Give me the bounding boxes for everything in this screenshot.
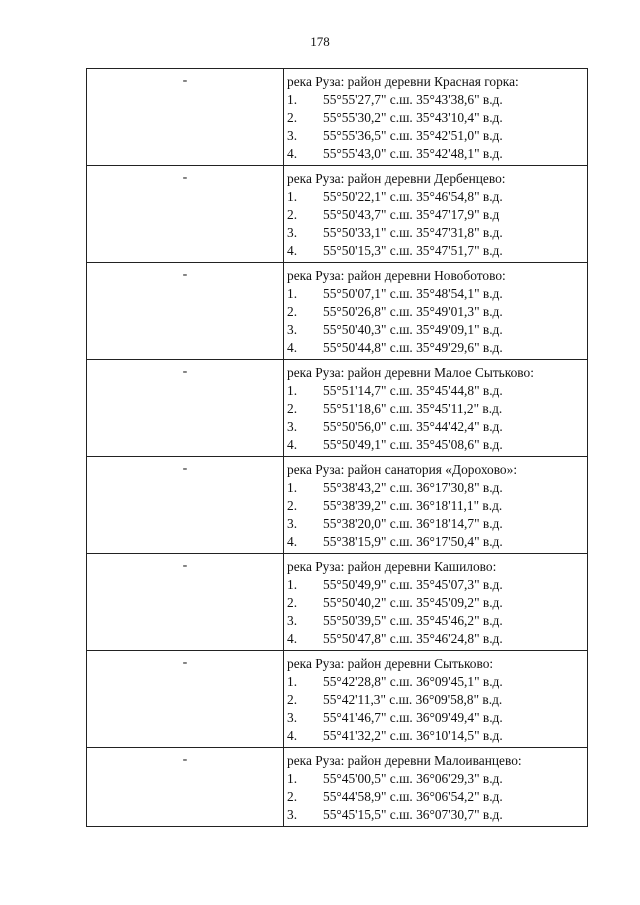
- point-coordinates: 55°42'11,3" с.ш. 36°09'58,8" в.д.: [323, 692, 503, 707]
- coordinate-line: [287, 533, 587, 551]
- coordinate-line: [287, 436, 587, 454]
- coordinates-table: [86, 68, 588, 827]
- table-body: [87, 69, 588, 827]
- location-entry: [287, 166, 587, 262]
- coordinate-line: [287, 806, 587, 824]
- point-coordinates: 55°38'39,2" с.ш. 36°18'11,1" в.д.: [323, 498, 503, 513]
- point-number: 4.: [287, 534, 298, 549]
- location-entry: [287, 263, 587, 359]
- point-number: 1.: [287, 92, 298, 107]
- point-number: 2.: [287, 207, 298, 222]
- point-coordinates: 55°41'46,7" с.ш. 36°09'49,4" в.д.: [323, 710, 503, 725]
- right-cell: [284, 457, 588, 554]
- point-number: 2.: [287, 595, 298, 610]
- coordinate-line: [287, 515, 587, 533]
- point-coordinates: 55°55'43,0" с.ш. 35°42'48,1" в.д.: [323, 146, 503, 161]
- coordinate-line: [287, 418, 587, 436]
- point-number: 1.: [287, 480, 298, 495]
- point-coordinates: 55°50'44,8" с.ш. 35°49'29,6" в.д.: [323, 340, 503, 355]
- right-cell: [284, 263, 588, 360]
- point-coordinates: 55°42'28,8" с.ш. 36°09'45,1" в.д.: [323, 674, 503, 689]
- page-number: 178: [310, 34, 330, 49]
- point-number: 1.: [287, 383, 298, 398]
- location-title: река Руза: район деревни Сытьково:: [287, 656, 494, 671]
- location-title: река Руза: район санатория «Дорохово»:: [287, 462, 518, 477]
- coordinate-line: [287, 224, 587, 242]
- dash-marker: -: [182, 267, 188, 282]
- location-entry: [287, 748, 587, 826]
- table-row: [87, 457, 588, 554]
- dash-marker: -: [182, 170, 188, 185]
- coordinate-line: [287, 770, 587, 788]
- point-number: 1.: [287, 189, 298, 204]
- point-coordinates: 55°50'26,8" с.ш. 35°49'01,3" в.д.: [323, 304, 503, 319]
- location-title: река Руза: район деревни Новоботово:: [287, 268, 506, 283]
- point-number: 4.: [287, 437, 298, 452]
- location-entry: [287, 360, 587, 456]
- coordinate-line: [287, 321, 587, 339]
- point-number: 3.: [287, 419, 298, 434]
- table-row: [87, 166, 588, 263]
- table-row: [87, 554, 588, 651]
- point-coordinates: 55°50'56,0" с.ш. 35°44'42,4" в.д.: [323, 419, 503, 434]
- left-cell: [87, 166, 284, 263]
- location-entry: [287, 69, 587, 165]
- point-number: 3.: [287, 322, 298, 337]
- location-entry: [287, 457, 587, 553]
- table-row: [87, 360, 588, 457]
- point-coordinates: 55°44'58,9" с.ш. 36°06'54,2" в.д.: [323, 789, 503, 804]
- point-coordinates: 55°50'49,1" с.ш. 35°45'08,6" в.д.: [323, 437, 503, 452]
- point-coordinates: 55°50'22,1" с.ш. 35°46'54,8" в.д.: [323, 189, 503, 204]
- coordinate-line: [287, 400, 587, 418]
- dash-marker: -: [182, 73, 188, 88]
- coordinate-line: [287, 612, 587, 630]
- table-row: [87, 263, 588, 360]
- coordinate-line: [287, 91, 587, 109]
- point-coordinates: 55°38'43,2" с.ш. 36°17'30,8" в.д.: [323, 480, 503, 495]
- point-number: 4.: [287, 146, 298, 161]
- point-number: 2.: [287, 789, 298, 804]
- coordinate-line: [287, 788, 587, 806]
- location-title: река Руза: район деревни Дербенцево:: [287, 171, 506, 186]
- coordinate-line: [287, 303, 587, 321]
- point-coordinates: 55°50'49,9" с.ш. 35°45'07,3" в.д.: [323, 577, 503, 592]
- point-coordinates: 55°45'00,5" с.ш. 36°06'29,3" в.д.: [323, 771, 503, 786]
- coordinate-line: [287, 576, 587, 594]
- dash-marker: -: [182, 364, 188, 379]
- point-coordinates: 55°50'40,3" с.ш. 35°49'09,1" в.д.: [323, 322, 503, 337]
- point-number: 2.: [287, 304, 298, 319]
- coordinate-line: [287, 285, 587, 303]
- left-cell: [87, 457, 284, 554]
- dash-marker: -: [182, 752, 188, 767]
- point-coordinates: 55°51'18,6" с.ш. 35°45'11,2" в.д.: [323, 401, 503, 416]
- point-number: 2.: [287, 401, 298, 416]
- left-cell: [87, 748, 284, 827]
- point-coordinates: 55°55'27,7" с.ш. 35°43'38,6" в.д.: [323, 92, 503, 107]
- right-cell: [284, 360, 588, 457]
- point-coordinates: 55°55'30,2" с.ш. 35°43'10,4" в.д.: [323, 110, 503, 125]
- point-coordinates: 55°51'14,7" с.ш. 35°45'44,8" в.д.: [323, 383, 503, 398]
- coordinate-line: [287, 188, 587, 206]
- point-number: 4.: [287, 728, 298, 743]
- right-cell: [284, 69, 588, 166]
- point-coordinates: 55°50'39,5" с.ш. 35°45'46,2" в.д.: [323, 613, 503, 628]
- dash-marker: -: [182, 461, 188, 476]
- point-number: 1.: [287, 577, 298, 592]
- location-entry: [287, 554, 587, 650]
- table-row: [87, 651, 588, 748]
- coordinate-line: [287, 479, 587, 497]
- point-coordinates: 55°38'20,0" с.ш. 36°18'14,7" в.д.: [323, 516, 503, 531]
- point-number: 3.: [287, 128, 298, 143]
- point-coordinates: 55°50'43,7" с.ш. 35°47'17,9" в.д: [323, 207, 500, 222]
- point-number: 4.: [287, 631, 298, 646]
- right-cell: [284, 651, 588, 748]
- coordinate-line: [287, 382, 587, 400]
- point-coordinates: 55°50'47,8" с.ш. 35°46'24,8" в.д.: [323, 631, 503, 646]
- point-coordinates: 55°55'36,5" с.ш. 35°42'51,0" в.д.: [323, 128, 503, 143]
- point-number: 1.: [287, 771, 298, 786]
- location-entry: [287, 651, 587, 747]
- left-cell: [87, 69, 284, 166]
- location-title: река Руза: район деревни Кашилово:: [287, 559, 497, 574]
- point-number: 3.: [287, 516, 298, 531]
- point-coordinates: 55°50'07,1" с.ш. 35°48'54,1" в.д.: [323, 286, 503, 301]
- point-coordinates: 55°45'15,5" с.ш. 36°07'30,7" в.д.: [323, 807, 503, 822]
- coordinate-line: [287, 727, 587, 745]
- point-number: 2.: [287, 498, 298, 513]
- dash-marker: -: [182, 558, 188, 573]
- left-cell: [87, 263, 284, 360]
- right-cell: [284, 166, 588, 263]
- coordinate-line: [287, 339, 587, 357]
- point-coordinates: 55°41'32,2" с.ш. 36°10'14,5" в.д.: [323, 728, 503, 743]
- point-number: 4.: [287, 340, 298, 355]
- coordinate-line: [287, 594, 587, 612]
- coordinate-line: [287, 127, 587, 145]
- point-number: 3.: [287, 613, 298, 628]
- point-coordinates: 55°50'15,3" с.ш. 35°47'51,7" в.д.: [323, 243, 503, 258]
- point-number: 1.: [287, 286, 298, 301]
- table-row: [87, 69, 588, 166]
- point-number: 3.: [287, 807, 298, 822]
- right-cell: [284, 554, 588, 651]
- coordinate-line: [287, 630, 587, 648]
- coordinate-line: [287, 709, 587, 727]
- left-cell: [87, 554, 284, 651]
- coordinate-line: [287, 691, 587, 709]
- point-number: 4.: [287, 243, 298, 258]
- location-title: река Руза: район деревни Малоиванцево:: [287, 753, 522, 768]
- left-cell: [87, 360, 284, 457]
- point-coordinates: 55°50'40,2" с.ш. 35°45'09,2" в.д.: [323, 595, 503, 610]
- point-number: 3.: [287, 225, 298, 240]
- coordinate-line: [287, 145, 587, 163]
- point-number: 1.: [287, 674, 298, 689]
- point-number: 2.: [287, 110, 298, 125]
- point-coordinates: 55°50'33,1" с.ш. 35°47'31,8" в.д.: [323, 225, 503, 240]
- table-row: [87, 748, 588, 827]
- point-number: 3.: [287, 710, 298, 725]
- dash-marker: -: [182, 655, 188, 670]
- coordinate-line: [287, 206, 587, 224]
- right-cell: [284, 748, 588, 827]
- location-title: река Руза: район деревни Красная горка:: [287, 74, 519, 89]
- coordinate-line: [287, 109, 587, 127]
- coordinate-line: [287, 242, 587, 260]
- coordinate-line: [287, 497, 587, 515]
- location-title: река Руза: район деревни Малое Сытьково:: [287, 365, 534, 380]
- coordinate-line: [287, 673, 587, 691]
- left-cell: [87, 651, 284, 748]
- point-number: 2.: [287, 692, 298, 707]
- point-coordinates: 55°38'15,9" с.ш. 36°17'50,4" в.д.: [323, 534, 503, 549]
